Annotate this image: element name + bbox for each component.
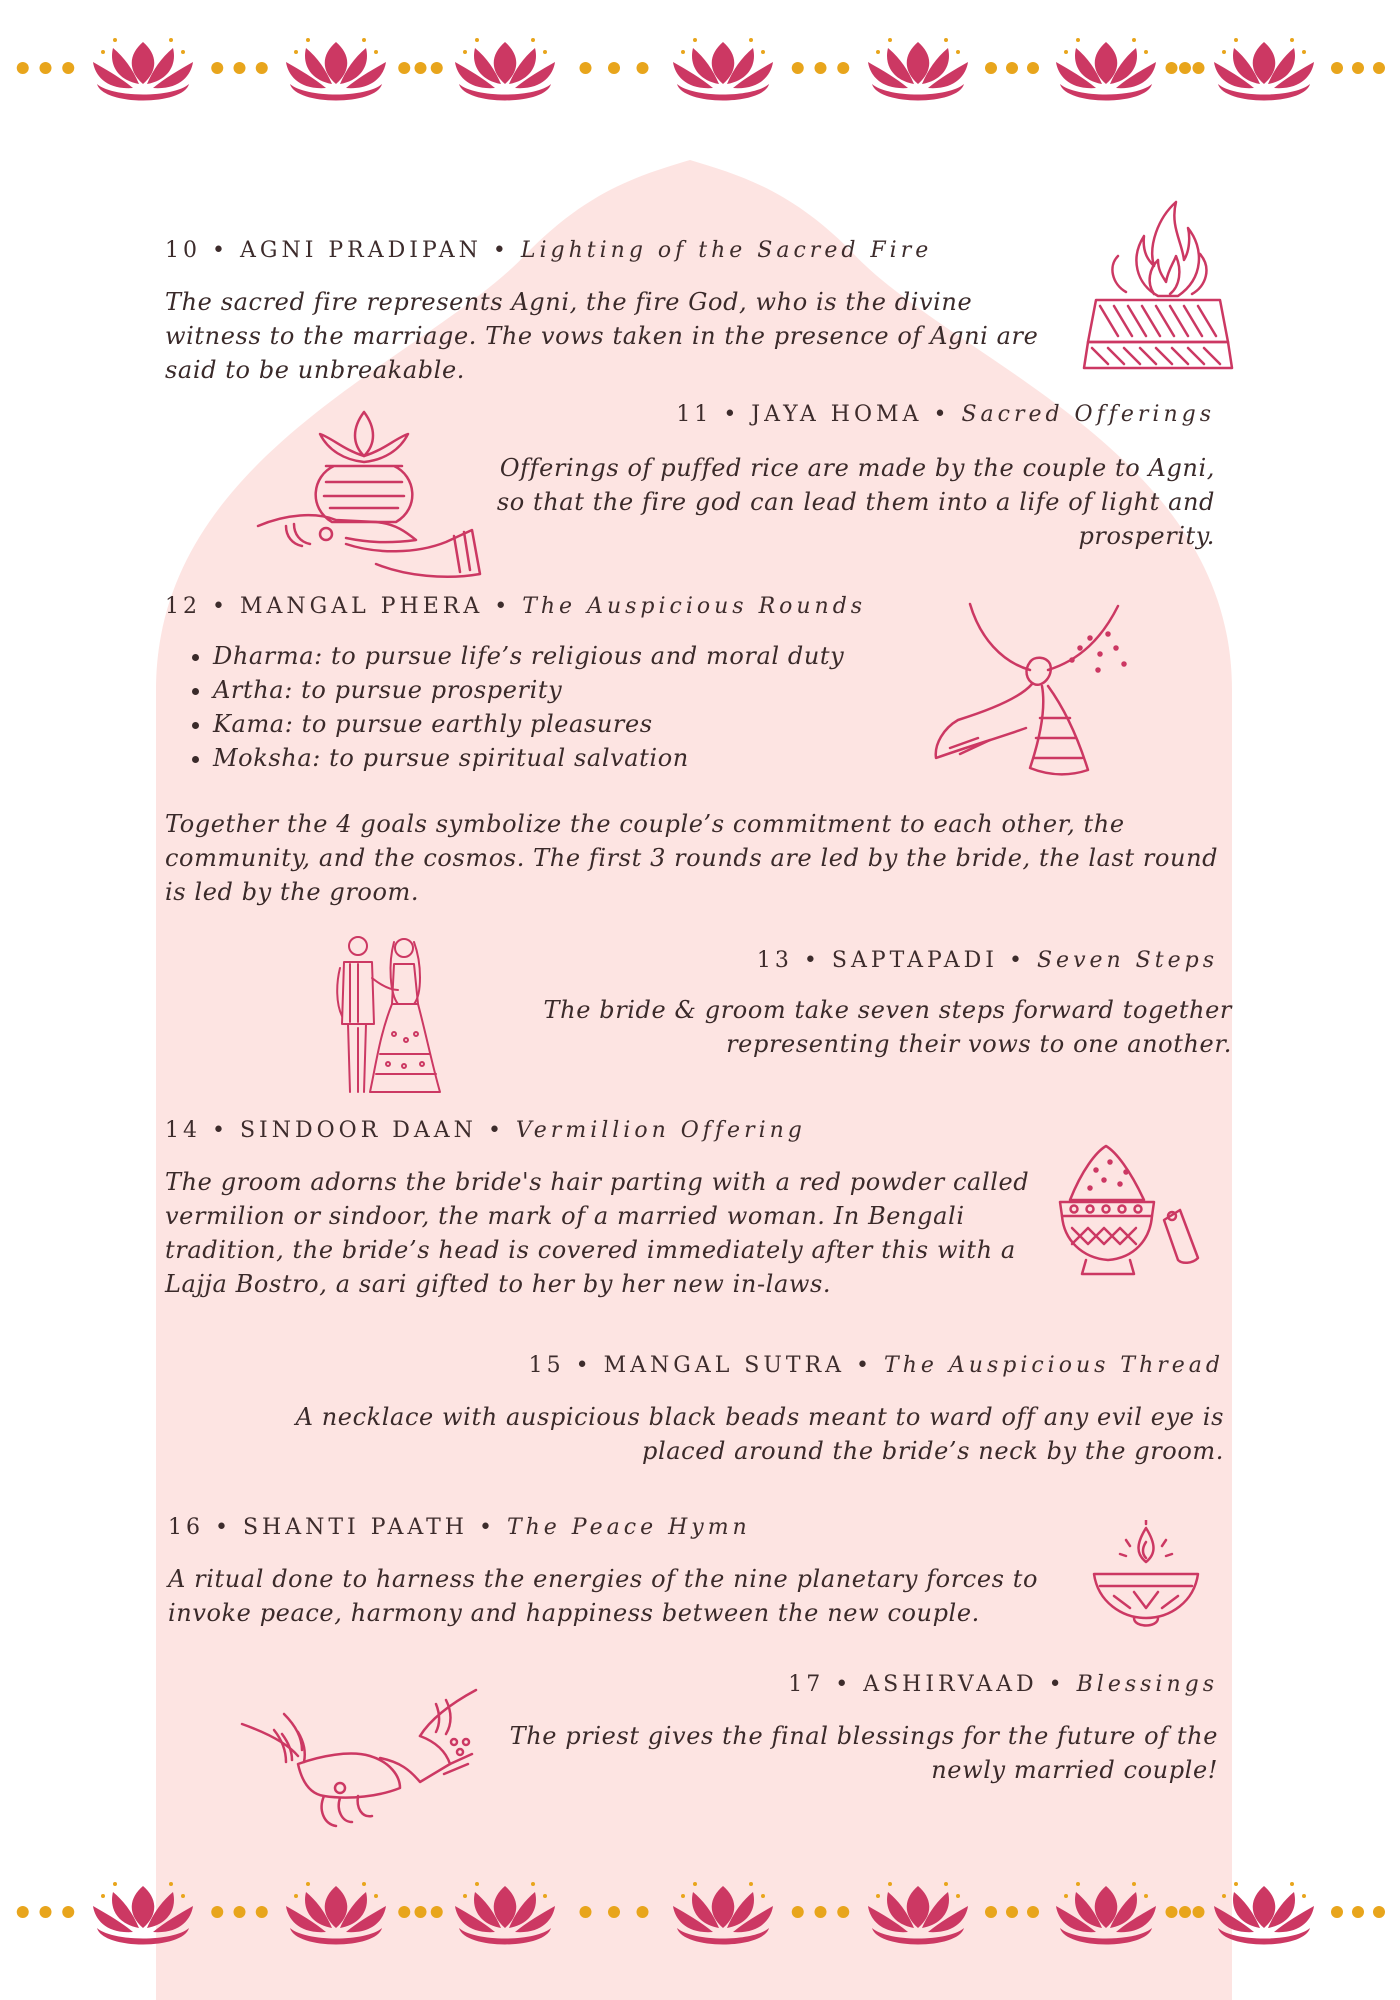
- gold-dot: [1193, 1906, 1205, 1918]
- gold-dot: [608, 62, 620, 74]
- separator: •: [856, 1353, 874, 1378]
- section-heading: [165, 1118, 1045, 1143]
- gold-dot: [608, 1906, 620, 1918]
- section-number: 16: [168, 1515, 204, 1540]
- section-number: 17: [788, 1672, 825, 1697]
- lotus-icon: [286, 38, 386, 101]
- gold-dot: [1166, 1906, 1178, 1918]
- separator: •: [803, 948, 821, 973]
- section-title: ASHIRVAAD: [863, 1672, 1038, 1697]
- lotus-icon: [455, 1882, 555, 1945]
- section-subtitle: Lighting of the Sacred Fire: [520, 238, 933, 263]
- top-lotus-border: [0, 36, 1400, 116]
- gold-dot: [815, 62, 827, 74]
- section-subtitle: Sacred Offerings: [961, 402, 1215, 427]
- gold-dot: [637, 62, 649, 74]
- section-subtitle: Vermillion Offering: [515, 1118, 806, 1143]
- gold-dot: [815, 1906, 827, 1918]
- gold-dot: [1166, 62, 1178, 74]
- section-number: 14: [165, 1118, 201, 1143]
- gold-dot: [234, 62, 246, 74]
- diya-lamp-icon: [1090, 1520, 1202, 1636]
- gold-dot: [256, 1906, 268, 1918]
- section-mangal-sutra: [220, 1353, 1224, 1468]
- gold-dot: [1179, 62, 1191, 74]
- bottom-lotus-border: [0, 1880, 1400, 1960]
- gold-dot: [398, 62, 410, 74]
- sindoor-box-icon: [1052, 1140, 1202, 1294]
- lotus-icon: [1056, 1882, 1156, 1945]
- lotus-icon: [868, 1882, 968, 1945]
- gold-dot: [40, 62, 52, 74]
- gold-dot: [1193, 62, 1205, 74]
- gold-dot: [1027, 1906, 1039, 1918]
- section-subtitle: Blessings: [1076, 1672, 1218, 1697]
- gold-dot: [985, 62, 997, 74]
- gold-dot: [17, 62, 29, 74]
- gold-dot: [398, 1906, 410, 1918]
- gold-dot: [1006, 1906, 1018, 1918]
- gold-dot: [985, 1906, 997, 1918]
- separator: •: [215, 1515, 232, 1540]
- lotus-icon: [286, 1882, 386, 1945]
- sacred-fire-icon: [1078, 196, 1238, 380]
- gold-dot: [1352, 62, 1364, 74]
- section-text: A ritual done to harness the energies of the nine planetary forces to invoke peace, harmony and happiness between the new couple.: [168, 1565, 1039, 1627]
- gold-dot: [415, 1906, 427, 1918]
- section-agni-pradipan: [165, 238, 1065, 387]
- section-subtitle: The Auspicious Rounds: [522, 594, 867, 619]
- section-text: The sacred fire represents Agni, the fire God, who is the divine witness to the marriage. The vows taken in the presence of Agni are said to be unbreakable.: [165, 288, 1039, 384]
- section-title: MANGAL PHERA: [239, 594, 484, 619]
- gold-dot: [1373, 1906, 1385, 1918]
- section-saptapadi: [480, 948, 1232, 1061]
- gold-dot: [837, 62, 849, 74]
- gold-dot: [431, 62, 443, 74]
- separator: •: [212, 594, 229, 619]
- gold-dot: [431, 1906, 443, 1918]
- section-heading: [168, 1515, 1068, 1540]
- list-item: • Artha: to pursue prosperity: [213, 673, 1225, 707]
- kalash-hands-icon: [256, 404, 486, 584]
- gold-dot: [62, 1906, 74, 1918]
- separator: •: [835, 1672, 853, 1697]
- tied-knot-icon: [930, 598, 1140, 788]
- separator: •: [212, 1118, 229, 1143]
- section-shanti-paath: [168, 1515, 1068, 1630]
- section-text: A necklace with auspicious black beads meant to ward off any evil eye is placed around the bride’s neck by the groom.: [295, 1403, 1224, 1465]
- section-sindoor-daan: [165, 1118, 1045, 1301]
- section-heading: [470, 402, 1215, 427]
- lotus-icon: [868, 38, 968, 101]
- section-title: MANGAL SUTRA: [603, 1353, 846, 1378]
- gold-dot: [837, 1906, 849, 1918]
- section-title: SINDOOR DAAN: [239, 1118, 477, 1143]
- section-number: 10: [165, 238, 201, 263]
- section-number: 15: [528, 1353, 565, 1378]
- lotus-icon: [1056, 38, 1156, 101]
- separator: •: [212, 238, 229, 263]
- lotus-icon: [673, 38, 773, 101]
- gold-dot: [1179, 1906, 1191, 1918]
- section-heading: [500, 1672, 1218, 1697]
- separator: •: [1009, 948, 1026, 973]
- lotus-icon: [93, 1882, 193, 1945]
- separator: •: [494, 594, 512, 619]
- lotus-icon: [1214, 1882, 1314, 1945]
- section-subtitle: The Auspicious Thread: [884, 1353, 1224, 1378]
- section-text: The bride & groom take seven steps forward together representing their vows to one another.: [543, 996, 1232, 1058]
- gold-dot: [637, 1906, 649, 1918]
- couple-icon: [318, 934, 448, 1098]
- section-number: 12: [165, 594, 201, 619]
- lotus-icon: [455, 38, 555, 101]
- lotus-icon: [673, 1882, 773, 1945]
- section-subtitle: The Peace Hymn: [506, 1515, 751, 1540]
- separator: •: [933, 402, 951, 427]
- gold-dot: [1352, 1906, 1364, 1918]
- section-text: Together the 4 goals symbolize the couple’s commitment to each other, the community, and the cosmos. The first 3 rounds are led by the bride, the last round is led by the groom.: [165, 810, 1219, 906]
- gold-dot: [17, 1906, 29, 1918]
- section-heading: [480, 948, 1232, 973]
- gold-dot: [1006, 62, 1018, 74]
- gold-dot: [1331, 1906, 1343, 1918]
- section-title: JAYA HOMA: [751, 402, 923, 427]
- section-title: SHANTI PAATH: [242, 1515, 468, 1540]
- lotus-icon: [93, 38, 193, 101]
- holding-hands-icon: [240, 1684, 480, 1834]
- separator: •: [575, 1353, 593, 1378]
- section-heading: [220, 1353, 1224, 1378]
- gold-dot: [234, 1906, 246, 1918]
- section-title: SAPTAPADI: [831, 948, 998, 973]
- gold-dot: [256, 62, 268, 74]
- list-item: • Dharma: to pursue life’s religious and moral duty: [213, 639, 1225, 673]
- gold-dot: [792, 62, 804, 74]
- section-text: Offerings of puffed rice are made by the couple to Agni, so that the fire god can lead them into a life of light and prosperity.: [496, 454, 1215, 550]
- list-item: • Kama: to pursue earthly pleasures: [213, 707, 1225, 741]
- section-title: AGNI PRADIPAN: [239, 238, 482, 263]
- section-text: The groom adorns the bride's hair parting with a red powder called vermilion or sindoor, the mark of a married woman. In Bengali tradition, the bride’s head is covered immediately after this with a Lajja Bostro, a sari gifted to her by her new in-laws.: [165, 1168, 1030, 1298]
- section-jaya-homa: [470, 402, 1215, 553]
- section-number: 11: [676, 402, 713, 427]
- separator: •: [478, 1515, 496, 1540]
- separator: •: [1048, 1672, 1066, 1697]
- separator: •: [723, 402, 741, 427]
- gold-dot: [1373, 62, 1385, 74]
- gold-dot: [1027, 62, 1039, 74]
- section-ashirvaad: [500, 1672, 1218, 1787]
- section-heading: [165, 238, 1065, 263]
- lotus-icon: [1214, 38, 1314, 101]
- gold-dot: [792, 1906, 804, 1918]
- section-number: 13: [756, 948, 793, 973]
- section-text: The priest gives the final blessings for the future of the newly married couple!: [509, 1722, 1218, 1784]
- gold-dot: [580, 1906, 592, 1918]
- separator: •: [487, 1118, 505, 1143]
- gold-dot: [211, 62, 223, 74]
- gold-dot: [211, 1906, 223, 1918]
- gold-dot: [1331, 62, 1343, 74]
- gold-dot: [580, 62, 592, 74]
- gold-dot: [62, 62, 74, 74]
- section-subtitle: Seven Steps: [1036, 948, 1218, 973]
- gold-dot: [415, 62, 427, 74]
- list-item: • Moksha: to pursue spiritual salvation: [213, 741, 1225, 775]
- separator: •: [492, 238, 510, 263]
- gold-dot: [40, 1906, 52, 1918]
